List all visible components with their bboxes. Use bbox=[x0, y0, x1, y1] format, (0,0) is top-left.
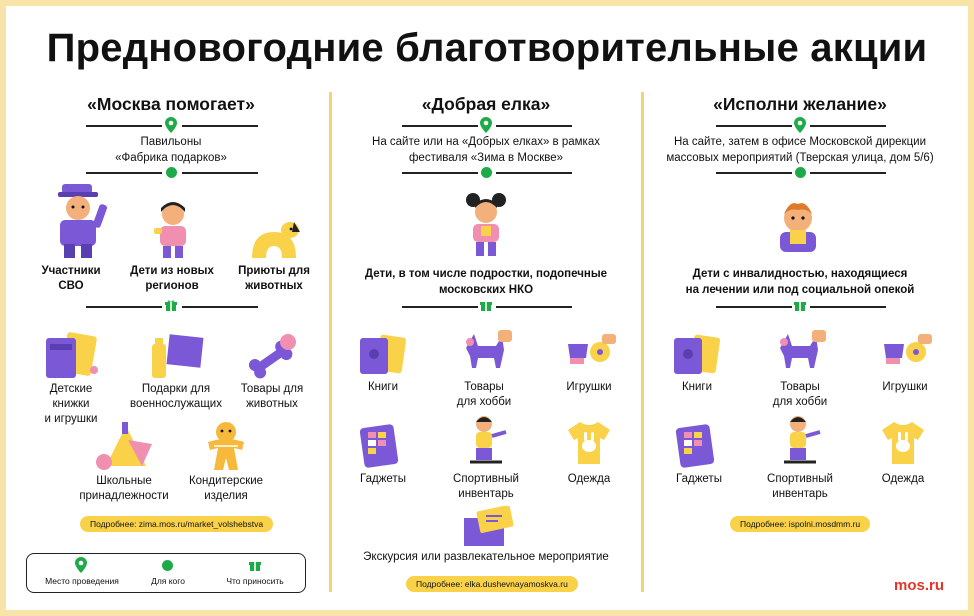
item-label: Кондитерские изделия bbox=[188, 475, 264, 502]
item-label: Подарки для военнослужащих bbox=[130, 383, 222, 410]
recipients-text: Дети с инвалидностью, находящиеся на лечении или под социальной опекой bbox=[685, 268, 915, 296]
brand-logo[interactable]: mos.ru bbox=[893, 577, 944, 594]
more-info-badge[interactable]: Подробнее: elka.dushevnayamoskva.ru bbox=[406, 576, 578, 592]
campaign-place bbox=[334, 134, 638, 166]
divider-line bbox=[810, 172, 886, 174]
item-label: Одежда bbox=[567, 473, 611, 485]
divider-line bbox=[496, 125, 572, 127]
divider-line bbox=[496, 172, 572, 174]
smile-icon bbox=[166, 167, 177, 178]
tablet-icon bbox=[358, 422, 404, 470]
item-label: Одежда bbox=[881, 473, 925, 485]
column-divider bbox=[329, 92, 332, 592]
item-label: Книги bbox=[367, 381, 399, 393]
tablet-icon bbox=[674, 422, 720, 470]
recipient-label: Участники СВО bbox=[41, 265, 101, 292]
divider-line bbox=[86, 125, 162, 127]
location-pin-icon bbox=[794, 117, 806, 133]
gift-icon bbox=[165, 299, 177, 311]
item-label: Спортивный инвентарь bbox=[453, 473, 519, 500]
item-label: Игрушки bbox=[882, 381, 928, 393]
legend-box bbox=[26, 553, 306, 593]
gift-icon bbox=[480, 299, 492, 311]
divider-line bbox=[402, 306, 478, 308]
divider-line bbox=[182, 125, 258, 127]
divider-line bbox=[496, 306, 572, 308]
legend-for-whom: Для кого bbox=[151, 576, 185, 586]
books-icon bbox=[42, 330, 106, 382]
place-line: На сайте или на «Добрых елках» в рамках bbox=[372, 136, 600, 148]
book-icon bbox=[670, 332, 724, 378]
gingerbread-icon bbox=[202, 420, 250, 474]
smile-icon bbox=[795, 167, 806, 178]
campaign-place bbox=[16, 134, 326, 166]
divider-line bbox=[716, 306, 792, 308]
item-label: Спортивный инвентарь bbox=[767, 473, 833, 500]
soldier-icon bbox=[42, 182, 116, 260]
item-label: Гаджеты bbox=[676, 473, 722, 485]
divider-line bbox=[182, 306, 258, 308]
divider-line bbox=[402, 125, 478, 127]
place-line: фестиваля «Зима в Москве» bbox=[408, 152, 564, 164]
extra-item-label: Экскурсия или развлекательное мероприятие bbox=[363, 551, 609, 563]
divider-line bbox=[810, 306, 886, 308]
boy-icon bbox=[770, 198, 826, 254]
smile-icon bbox=[481, 167, 492, 178]
gift-icon bbox=[794, 299, 806, 311]
place-line: Павильоны bbox=[140, 136, 202, 148]
divider-line bbox=[182, 172, 258, 174]
item-label: Детские книжки и игрушки bbox=[44, 383, 98, 425]
hobby-icon bbox=[456, 328, 516, 380]
item-label: Товары для хобби bbox=[456, 381, 512, 408]
gift-box-icon bbox=[148, 330, 206, 382]
location-pin-icon bbox=[165, 117, 177, 133]
item-label: Гаджеты bbox=[360, 473, 406, 485]
column-divider bbox=[641, 92, 644, 592]
campaign-place bbox=[646, 134, 954, 166]
legend-bring: Что приносить bbox=[226, 576, 284, 586]
item-label: Товары для животных bbox=[240, 383, 304, 410]
place-line: массовых мероприятий (Тверская улица, дом 5/6) bbox=[666, 152, 934, 164]
book-icon bbox=[356, 332, 410, 378]
item-label: Игрушки bbox=[566, 381, 612, 393]
toys-icon bbox=[564, 332, 620, 378]
recipient-label: Дети из новых регионов bbox=[130, 265, 214, 292]
school-supplies-icon bbox=[92, 420, 158, 474]
location-pin-icon bbox=[75, 557, 87, 573]
skater-icon bbox=[776, 414, 828, 470]
divider-line bbox=[402, 172, 478, 174]
bone-icon bbox=[244, 330, 300, 380]
campaign-heading: «Исполни желание» bbox=[713, 94, 887, 114]
campaign-heading: «Москва помогает» bbox=[87, 94, 255, 114]
hobby-icon bbox=[770, 328, 830, 380]
more-info-badge[interactable]: Подробнее: ispolni.mosdmm.ru bbox=[730, 516, 870, 532]
place-line: На сайте, затем в офисе Московской дирекции bbox=[673, 136, 927, 148]
divider-line bbox=[86, 306, 162, 308]
gift-icon bbox=[249, 559, 261, 571]
smile-icon bbox=[162, 560, 173, 571]
recipients-text: Дети, в том числе подростки, подопечные московских НКО bbox=[364, 268, 608, 296]
child-icon bbox=[148, 200, 198, 260]
divider-line bbox=[716, 125, 792, 127]
divider-line bbox=[810, 125, 886, 127]
campaign-fulfil-wish bbox=[646, 92, 954, 592]
item-label: Книги bbox=[681, 381, 713, 393]
item-label: Школьные принадлежности bbox=[79, 475, 169, 502]
page-title: Предновогодние благотворительные акции bbox=[46, 26, 928, 70]
divider-line bbox=[86, 172, 162, 174]
item-label: Товары для хобби bbox=[772, 381, 828, 408]
ticket-icon bbox=[462, 506, 516, 550]
more-info-badge[interactable]: Подробнее: zima.mos.ru/market_volshebstva bbox=[80, 516, 273, 532]
legend-place: Место проведения bbox=[45, 576, 119, 586]
dog-icon bbox=[248, 218, 304, 262]
tshirt-icon bbox=[564, 420, 614, 466]
campaign-moscow-helps bbox=[16, 92, 326, 592]
girl-icon bbox=[461, 192, 511, 258]
toys-icon bbox=[880, 332, 936, 378]
campaign-good-tree bbox=[334, 92, 638, 592]
tshirt-icon bbox=[878, 420, 928, 466]
recipient-label: Приюты для животных bbox=[238, 265, 310, 292]
skater-icon bbox=[462, 414, 514, 470]
location-pin-icon bbox=[480, 117, 492, 133]
campaign-heading: «Добрая елка» bbox=[421, 94, 551, 114]
divider-line bbox=[716, 172, 792, 174]
place-line: «Фабрика подарков» bbox=[115, 152, 227, 164]
